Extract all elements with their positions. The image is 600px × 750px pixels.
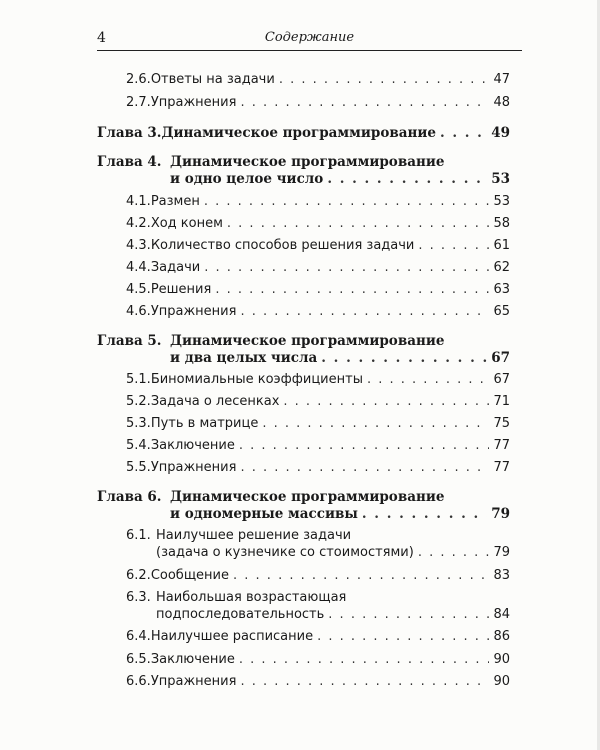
- chapter-page: 49: [491, 125, 510, 141]
- chapter-page: 53: [491, 171, 510, 187]
- toc-entry-4-2[interactable]: [126, 216, 510, 232]
- toc-chapter-6-line1[interactable]: [97, 489, 444, 505]
- entry-title: Наилучшее расписание: [150, 629, 314, 644]
- entry-number: 5.3.: [126, 416, 151, 431]
- page-number: 4: [97, 30, 106, 46]
- toc-entry-6-3-line2[interactable]: [156, 607, 510, 623]
- dot-leader: [227, 216, 490, 232]
- toc-entry-5-5[interactable]: [126, 460, 510, 476]
- dot-leader: [239, 652, 490, 668]
- toc-chapter-4-line2[interactable]: [170, 171, 510, 187]
- entry-title: Заключение: [150, 438, 235, 453]
- entry-title: Наилучшее решение задачи: [156, 528, 352, 543]
- entry-title: Упражнения: [150, 674, 237, 689]
- entry-page: 90: [493, 652, 510, 667]
- toc-entry-4-1[interactable]: [126, 194, 510, 210]
- entry-title: Упражнения: [150, 460, 237, 475]
- chapter-number: Глава 4.: [97, 154, 162, 170]
- entry-title: Сообщение: [150, 568, 230, 583]
- entry-page: 61: [493, 238, 510, 253]
- toc-entry-2-7[interactable]: [126, 95, 510, 111]
- chapter-number: Глава 3.: [97, 125, 162, 141]
- toc-entry-5-2[interactable]: [126, 394, 510, 410]
- toc-entry-5-1[interactable]: [126, 372, 510, 388]
- chapter-page: 79: [491, 506, 510, 522]
- entry-number: 5.5.: [126, 460, 151, 475]
- chapter-page: 67: [491, 350, 510, 366]
- entry-page: 79: [493, 545, 510, 560]
- entry-title: Задачи: [150, 260, 201, 275]
- entry-title: Заключение: [150, 652, 235, 667]
- toc-entry-2-6[interactable]: [126, 72, 510, 88]
- toc-chapter-5-line1[interactable]: [97, 333, 444, 349]
- entry-page: 84: [493, 607, 510, 622]
- toc-entry-6-2[interactable]: [126, 568, 510, 584]
- toc-entry-4-6[interactable]: [126, 304, 510, 320]
- dot-leader: [240, 460, 489, 476]
- entry-number: 6.1.: [126, 528, 151, 543]
- entry-number: 2.7.: [126, 95, 151, 110]
- entry-page: 83: [493, 568, 510, 583]
- entry-title: Ответы на задачи: [150, 72, 275, 87]
- entry-number: 4.6.: [126, 304, 151, 319]
- dot-leader: [440, 125, 487, 141]
- entry-number: 5.1.: [126, 372, 151, 387]
- chapter-number: Глава 5.: [97, 333, 162, 349]
- running-title: Содержание: [264, 30, 355, 45]
- toc-entry-6-5[interactable]: [126, 652, 510, 668]
- dot-leader: [321, 350, 487, 366]
- toc-entry-6-1-line2[interactable]: [156, 545, 510, 561]
- entry-number: 4.5.: [126, 282, 151, 297]
- toc-entry-4-5[interactable]: [126, 282, 510, 298]
- entry-number: 4.3.: [126, 238, 151, 253]
- dot-leader: [240, 304, 489, 320]
- toc-entry-5-3[interactable]: [126, 416, 510, 432]
- entry-title-continued: (задача о кузнечике со стоимостями): [156, 545, 414, 560]
- entry-title: Задача о лесенках: [150, 394, 280, 409]
- entry-page: 71: [493, 394, 510, 409]
- chapter-title-continued: и одномерные массивы: [170, 506, 358, 522]
- toc-entry-6-1-line1[interactable]: [126, 528, 351, 544]
- entry-number: 6.4.: [126, 629, 151, 644]
- entry-title-continued: подпоследовательность: [156, 607, 325, 622]
- entry-page: 63: [493, 282, 510, 297]
- dot-leader: [239, 438, 490, 454]
- entry-page: 53: [493, 194, 510, 209]
- entry-title: Количество способов решения задачи: [150, 238, 415, 253]
- entry-number: 2.6.: [126, 72, 151, 87]
- entry-title: Упражнения: [150, 304, 237, 319]
- entry-number: 5.2.: [126, 394, 151, 409]
- entry-number: 6.6.: [126, 674, 151, 689]
- entry-page: 48: [493, 95, 510, 110]
- entry-page: 67: [493, 372, 510, 387]
- entry-number: 6.2.: [126, 568, 151, 583]
- entry-page: 58: [493, 216, 510, 231]
- chapter-title-continued: и два целых числа: [170, 350, 318, 366]
- dot-leader: [240, 95, 489, 111]
- dot-leader: [233, 568, 489, 584]
- toc-chapter-5-line2[interactable]: [170, 350, 510, 366]
- toc-entry-6-3-line1[interactable]: [126, 590, 346, 606]
- dot-leader: [362, 506, 487, 522]
- entry-number: 5.4.: [126, 438, 151, 453]
- entry-page: 77: [493, 438, 510, 453]
- chapter-title: Динамическое программирование: [161, 125, 436, 141]
- running-header: [97, 30, 522, 51]
- dot-leader: [215, 282, 489, 298]
- dot-leader: [317, 629, 489, 645]
- entry-page: 75: [493, 416, 510, 431]
- dot-leader: [327, 171, 487, 187]
- entry-title: Упражнения: [150, 95, 237, 110]
- entry-page: 90: [493, 674, 510, 689]
- entry-title: Решения: [150, 282, 212, 297]
- entry-page: 47: [493, 72, 510, 87]
- dot-leader: [283, 394, 489, 410]
- dot-leader: [279, 72, 490, 88]
- dot-leader: [418, 238, 489, 254]
- entry-number: 4.1.: [126, 194, 151, 209]
- dot-leader: [418, 545, 490, 561]
- entry-title: Путь в матрице: [150, 416, 259, 431]
- toc-entry-5-4[interactable]: [126, 438, 510, 454]
- entry-number: 6.5.: [126, 652, 151, 667]
- dot-leader: [204, 260, 489, 276]
- entry-number: 6.3.: [126, 590, 151, 605]
- toc-entry-4-4[interactable]: [126, 260, 510, 276]
- toc-chapter-4-line1[interactable]: [97, 154, 444, 170]
- dot-leader: [240, 674, 489, 690]
- dot-leader: [204, 194, 490, 210]
- chapter-title: Динамическое программирование: [170, 333, 445, 349]
- chapter-number: Глава 6.: [97, 489, 162, 505]
- dot-leader: [367, 372, 489, 388]
- chapter-title-continued: и одно целое число: [170, 171, 324, 187]
- entry-page: 62: [493, 260, 510, 275]
- toc-chapter-6-line2[interactable]: [170, 506, 510, 522]
- dot-leader: [262, 416, 489, 432]
- toc-entry-6-4[interactable]: [126, 629, 510, 645]
- toc-chapter-3[interactable]: [97, 125, 510, 141]
- entry-page: 77: [493, 460, 510, 475]
- toc-entry-4-3[interactable]: [126, 238, 510, 254]
- chapter-title: Динамическое программирование: [170, 489, 445, 505]
- toc-entry-6-6[interactable]: [126, 674, 510, 690]
- entry-title: Наибольшая возрастающая: [156, 590, 347, 605]
- entry-title: Размен: [150, 194, 200, 209]
- entry-title: Биномиальные коэффициенты: [150, 372, 363, 387]
- entry-title: Ход конем: [150, 216, 223, 231]
- dot-leader: [328, 607, 489, 623]
- chapter-title: Динамическое программирование: [170, 154, 445, 170]
- entry-page: 86: [493, 629, 510, 644]
- entry-page: 65: [493, 304, 510, 319]
- entry-number: 4.2.: [126, 216, 151, 231]
- entry-number: 4.4.: [126, 260, 151, 275]
